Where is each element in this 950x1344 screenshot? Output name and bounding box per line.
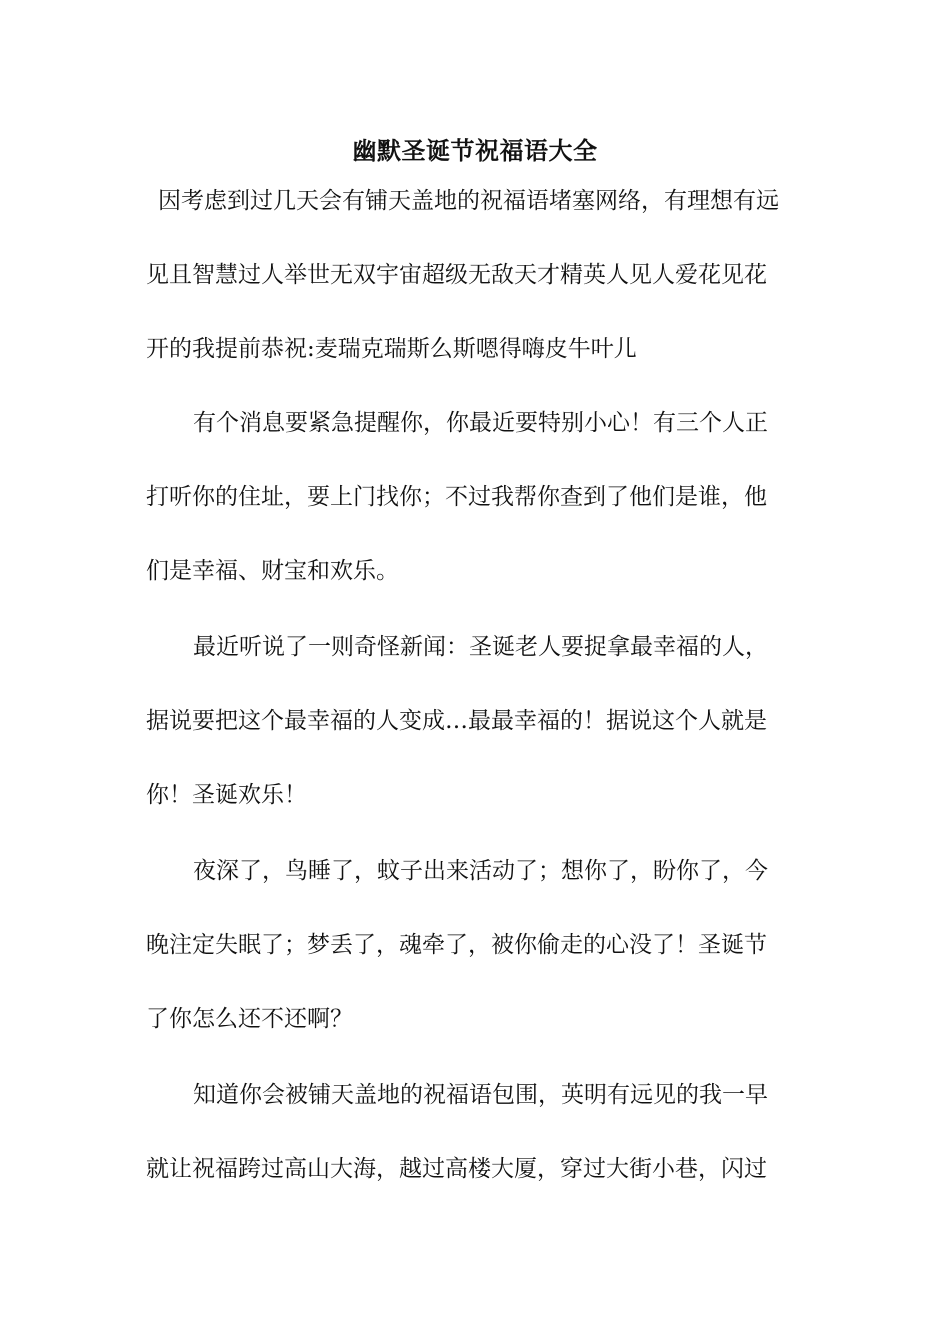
text-line: 就让祝福跨过高山大海，越过高楼大厦，穿过大街小巷，闪过 bbox=[146, 1156, 767, 1182]
text-line: 晚注定失眠了；梦丢了，魂牵了，被你偷走的心没了！圣诞节 bbox=[146, 932, 767, 958]
text-line: 因考虑到过几天会有铺天盖地的祝福语堵塞网络，有理想有远 bbox=[158, 188, 779, 214]
text-line: 据说要把这个最幸福的人变成…最最幸福的！据说这个人就是 bbox=[146, 708, 767, 734]
text-line: 最近听说了一则奇怪新闻：圣诞老人要捉拿最幸福的人， bbox=[193, 634, 768, 660]
text-line: 知道你会被铺天盖地的祝福语包围，英明有远见的我一早 bbox=[193, 1082, 768, 1108]
document-title: 幽默圣诞节祝福语大全 bbox=[352, 136, 598, 165]
text-line: 有个消息要紧急提醒你，你最近要特别小心！有三个人正 bbox=[193, 410, 768, 436]
text-line: 见且智慧过人举世无双宇宙超级无敌天才精英人见人爱花见花 bbox=[146, 262, 767, 288]
text-line: 夜深了，鸟睡了，蚊子出来活动了；想你了，盼你了，今 bbox=[193, 858, 768, 884]
text-line: 们是幸福、财宝和欢乐。 bbox=[146, 558, 399, 584]
text-line: 你！圣诞欢乐！ bbox=[146, 782, 307, 808]
text-line: 打听你的住址，要上门找你；不过我帮你查到了他们是谁，他 bbox=[146, 484, 767, 510]
text-line: 开的我提前恭祝:麦瑞克瑞斯么斯嗯得嗨皮牛叶儿 bbox=[146, 336, 637, 362]
text-line: 了你怎么还不还啊？ bbox=[146, 1006, 353, 1032]
